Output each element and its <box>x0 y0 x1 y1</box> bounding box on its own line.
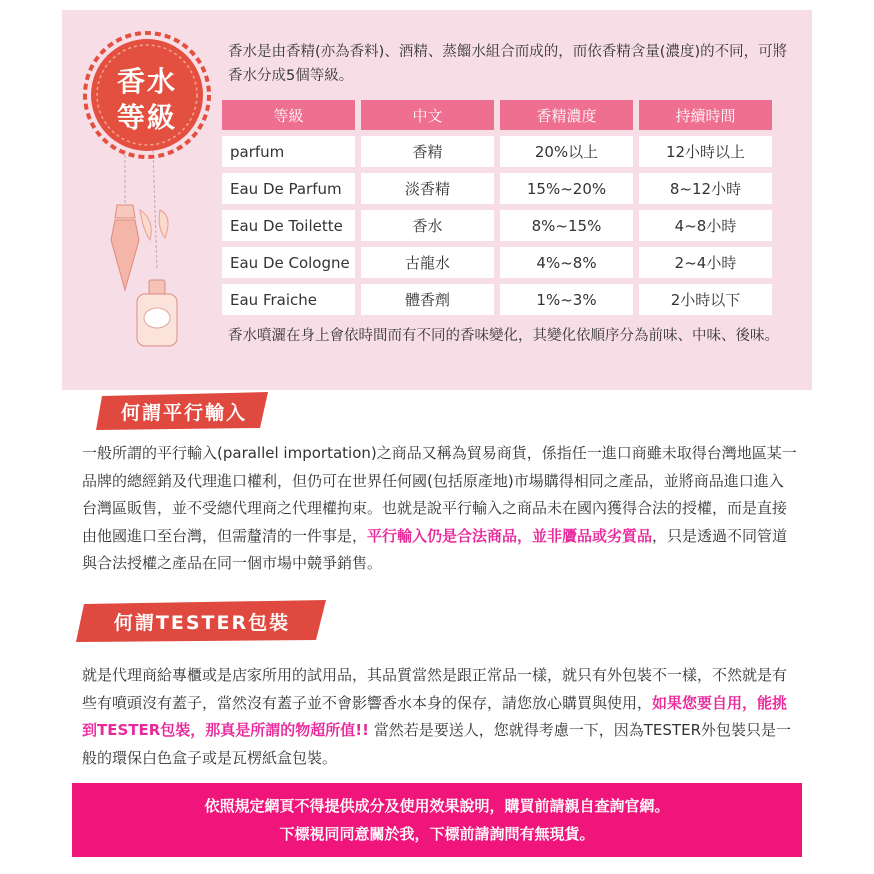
cell-grade: Eau De Cologne <box>222 247 355 278</box>
section-title-text: 何謂平行輸入 <box>120 401 247 424</box>
header-concentration: 香精濃度 <box>500 100 633 130</box>
parallel-text-before: 一般所謂的平行輸入(parallel importation)之商品又稱為貿易商貨，係指任一進口商雖未取得台灣地區某一品牌的總經銷及代理進口權利，但仍可在世界任何國(包括原產地)市場購得相同之產品，並將商品進口進入台灣區販售，並不受總代理商之代理權拘束。也就是說平行輸入之商品未在國內獲得合法的授權，而是直接由他國進口至台灣，但需釐清的一件事是， <box>82 444 797 545</box>
parallel-highlight: 平行輸入仍是合法商品，並非贗品或劣質品 <box>367 526 653 545</box>
cell-duration: 2小時以下 <box>639 284 772 315</box>
cell-duration: 4~8小時 <box>639 210 772 241</box>
tester-text-after: 當然若是要送人，您就得考慮一下，因為TESTER外包裝只是一般的環保白色盒子或是瓦楞紙盒包裝。 <box>82 721 791 767</box>
cell-duration: 12小時以上 <box>639 136 772 167</box>
table-row <box>222 247 772 278</box>
purchase-notice-banner <box>72 783 802 857</box>
badge-line1: 香水 <box>116 65 177 98</box>
cell-chinese: 淡香精 <box>361 173 494 204</box>
tester-text-before: 就是代理商給專櫃或是店家所用的試用品，其品質當然是跟正常品一樣，就只有外包裝不一樣，不然就是有些有噴頭沒有蓋子，當然沒有蓋子並不會影響香水本身的保存，請您放心購買與使用， <box>82 666 788 712</box>
header-duration: 持續時間 <box>639 100 772 130</box>
parallel-import-paragraph <box>82 440 798 578</box>
badge-line2: 等級 <box>116 101 177 134</box>
header-chinese: 中文 <box>361 100 494 130</box>
tester-highlight: 如果您要自用，能挑到TESTER包裝，那真是所謂的物超所值!! <box>82 693 788 739</box>
notice-line1: 依照規定網頁不得提供成分及使用效果說明，購買前請親自查詢官網。 <box>204 797 670 815</box>
table-row <box>222 210 772 241</box>
cell-chinese: 香精 <box>361 136 494 167</box>
table-row <box>222 173 772 204</box>
parallel-text-after: ，只是透過不同管道與合法授權之產品在同一個市場中競爭銷售。 <box>82 526 788 572</box>
cell-grade: Eau De Parfum <box>222 173 355 204</box>
perfume-grade-badge <box>82 30 212 160</box>
table-header-row <box>222 100 772 130</box>
cell-chinese: 香水 <box>361 210 494 241</box>
cell-concentration: 15%~20% <box>500 173 633 204</box>
cell-concentration: 4%~8% <box>500 247 633 278</box>
header-grade: 等級 <box>222 100 355 130</box>
cell-grade: Eau Fraiche <box>222 284 355 315</box>
tester-paragraph <box>82 662 798 772</box>
cell-concentration: 1%~3% <box>500 284 633 315</box>
perfume-grade-table <box>216 94 778 321</box>
cell-duration: 2~4小時 <box>639 247 772 278</box>
scent-change-text: 香水噴灑在身上會依時間而有不同的香味變化，其變化依順序分為前味、中味、後味。 <box>228 328 779 344</box>
section-title-parallel-import <box>96 392 272 430</box>
cell-duration: 8~12小時 <box>639 173 772 204</box>
table-row <box>222 136 772 167</box>
cell-chinese: 體香劑 <box>361 284 494 315</box>
cell-concentration: 8%~15% <box>500 210 633 241</box>
intro-text: 香水是由香精(亦為香料)、酒精、蒸餾水組合而成的，而依香精含量(濃度)的不同，可將香水分成5個等級。 <box>228 44 788 84</box>
cell-concentration: 20%以上 <box>500 136 633 167</box>
perfume-pendant-illustration <box>95 150 215 380</box>
cell-chinese: 古龍水 <box>361 247 494 278</box>
cell-grade: Eau De Toilette <box>222 210 355 241</box>
table-row <box>222 284 772 315</box>
notice-line2: 下標視同同意關於我，下標前請詢問有無現貨。 <box>279 825 595 843</box>
section-title-tester <box>76 600 328 642</box>
section-title-text: 何謂TESTER包裝 <box>113 611 291 634</box>
cell-grade: parfum <box>222 136 355 167</box>
